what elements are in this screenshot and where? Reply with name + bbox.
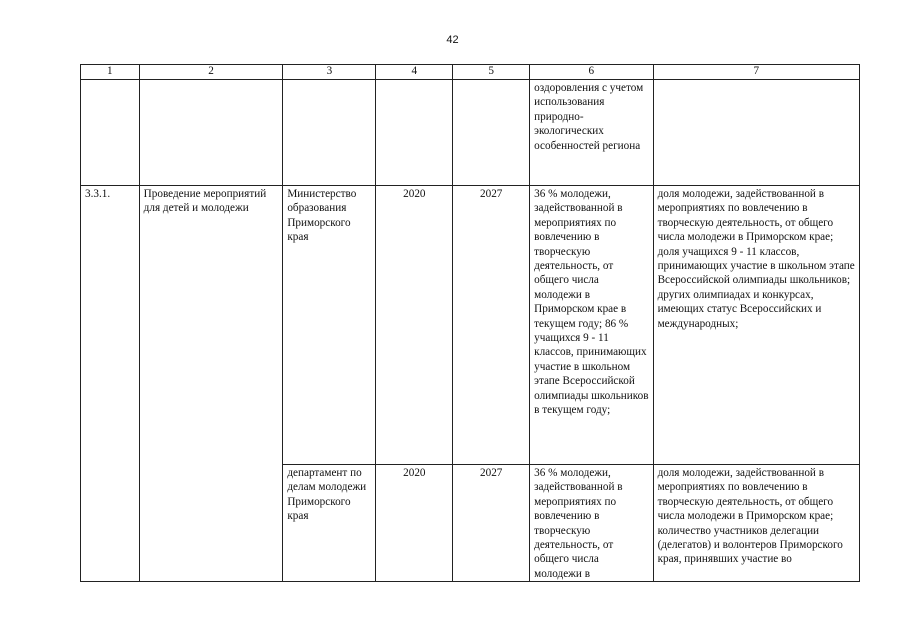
cell-expected-result: 36 % молодежи, задействованной в мероприятиях по вовлечению в творческую деятельность, от общего числа молодежи в (530, 465, 653, 582)
page-number: 42 (446, 34, 459, 46)
cell-end-year: 2027 (453, 186, 530, 465)
table-row (81, 465, 860, 582)
cell-start-year: 2020 (376, 186, 453, 465)
column-header-1: 1 (81, 65, 140, 80)
cell-activity (139, 465, 283, 582)
cell-number: 3.3.1. (81, 186, 140, 465)
column-header-6: 6 (530, 65, 653, 80)
cell-start-year (376, 80, 453, 186)
cell-expected-result: оздоровления с учетом использования природно-экологических особенностей региона (530, 80, 653, 186)
cell-executor: Министерство образования Приморского края (283, 186, 376, 465)
column-header-3: 3 (283, 65, 376, 80)
column-header-4: 4 (376, 65, 453, 80)
cell-start-year: 2020 (376, 465, 453, 582)
column-header-7: 7 (653, 65, 859, 80)
column-header-5: 5 (453, 65, 530, 80)
cell-indicator (653, 80, 859, 186)
column-number-row (81, 65, 860, 80)
cell-indicator: доля молодежи, задействованной в мероприятиях по вовлечению в творческую деятельность, от общего числа молодежи в Приморском крае; количество участников делегации (делегатов) и волонтеров Приморского края, принявших участие во (653, 465, 859, 582)
cell-number (81, 80, 140, 186)
program-activities-table (80, 64, 860, 582)
cell-end-year: 2027 (453, 465, 530, 582)
table-row (81, 186, 860, 465)
column-header-2: 2 (139, 65, 283, 80)
cell-end-year (453, 80, 530, 186)
table-row (81, 80, 860, 186)
cell-indicator: доля молодежи, задействованной в мероприятиях по вовлечению в творческую деятельность, от общего числа молодежи в Приморском крае; доля учащихся 9 - 11 классов, принимающих участие в школьном этапе Всероссийской олимпиады школьников; других олимпиадах и конкурсах, имеющих статус Всероссийских и международных; (653, 186, 859, 465)
cell-activity: Проведение мероприятий для детей и молодежи (139, 186, 283, 465)
cell-executor (283, 80, 376, 186)
cell-activity (139, 80, 283, 186)
cell-expected-result: 36 % молодежи, задействованной в мероприятиях по вовлечению в творческую деятельность, от общего числа молодежи в Приморском крае в текущем году; 86 % учащихся 9 - 11 классов, принимающих участие в школьном этапе Всероссийской олимпиады школьников в текущем году; (530, 186, 653, 465)
cell-number (81, 465, 140, 582)
cell-executor: департамент по делам молодежи Приморского края (283, 465, 376, 582)
